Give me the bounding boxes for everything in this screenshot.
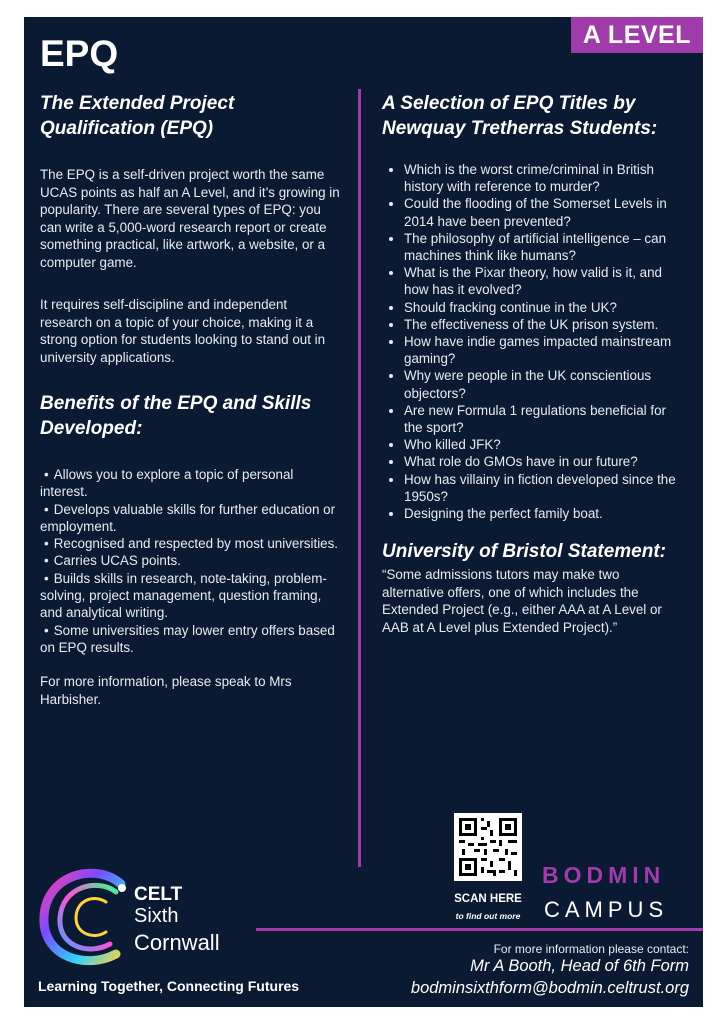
list-item: • How has villainy in fiction developed since the 1950s? — [404, 471, 682, 505]
list-item: • Recognised and respected by most universities. — [40, 535, 340, 552]
list-item: • Are new Formula 1 regulations beneficial for the sport? — [404, 402, 682, 436]
scan-here-label: SCAN HERE — [454, 893, 522, 905]
logo-text-celt: CELT — [134, 884, 183, 905]
titles-list — [382, 161, 682, 522]
footer-divider — [256, 928, 703, 931]
list-item: • Some universities may lower entry offers based on EPQ results. — [40, 622, 340, 657]
a-level-badge: A LEVEL — [571, 17, 703, 53]
campus-label: CAMPUS — [544, 897, 669, 922]
contact-email[interactable]: bodminsixthform@bodmin.celtrust.org — [410, 979, 689, 997]
list-item: • The philosophy of artificial intelligence – can machines think like humans? — [404, 230, 682, 264]
poster-panel — [24, 17, 703, 1007]
scan-subtitle: to find out more — [455, 911, 521, 921]
list-item: • Builds skills in research, note-taking, problem-solving, project management, question framing, and analytical writing. — [40, 570, 340, 622]
logo-text-sixth: Sixth — [134, 905, 179, 927]
list-item: • The effectiveness of the UK prison system. — [404, 316, 682, 333]
qr-code[interactable] — [454, 813, 522, 881]
benefits-list — [40, 466, 340, 656]
list-item: • What role do GMOs have in our future? — [404, 453, 682, 470]
list-item: • Carries UCAS points. — [40, 552, 340, 569]
left-column — [40, 91, 340, 708]
list-item: • Should fracking continue in the UK? — [404, 299, 682, 316]
contact-name: Mr A Booth, Head of 6th Form — [470, 957, 689, 975]
bodmin-label: BODMIN — [542, 862, 666, 888]
bristol-heading: University of Bristol Statement: — [382, 541, 666, 563]
contact-intro: For more information please contact: — [493, 942, 689, 956]
list-item: • Why were people in the UK conscientious objectors? — [404, 367, 682, 401]
list-item: • Could the flooding of the Somerset Levels in 2014 have been prevented? — [404, 195, 682, 229]
list-item: • Who killed JFK? — [404, 436, 682, 453]
list-item: • How have indie games impacted mainstream gaming? — [404, 333, 682, 367]
logo-text-cornwall: Cornwall — [134, 930, 220, 955]
list-item: • Develops valuable skills for further education or employment. — [40, 501, 340, 536]
list-item: • Which is the worst crime/criminal in British history with reference to murder? — [404, 161, 682, 195]
list-item: • Allows you to explore a topic of personal interest. — [40, 466, 340, 501]
epq-heading: The Extended Project Qualification (EPQ) — [40, 93, 235, 139]
page-title: EPQ — [40, 33, 119, 74]
column-divider — [358, 89, 361, 867]
more-info-text: For more information, please speak to Mrs Harbisher. — [40, 674, 292, 707]
bristol-statement: “Some admissions tutors may make two alternative offers, one of which includes the Extended Project (e.g., either AAA at A Level or AAB at A Level plus Extended Project).” — [382, 567, 662, 635]
right-column — [382, 91, 682, 636]
tagline: Learning Together, Connecting Futures — [38, 978, 300, 994]
benefits-heading: Benefits of the EPQ and Skills Developed: — [40, 393, 312, 439]
second-paragraph: It requires self-discipline and independent research on a topic of your choice, making it a strong option for students looking to stand out in university applications. — [40, 297, 326, 365]
list-item: • Designing the perfect family boat. — [404, 505, 682, 522]
intro-paragraph: The EPQ is a self-driven project worth the same UCAS points as half an A Level, and it’s growing in popularity. There are several types of EPQ: you can write a 5,000-word research report or create something practical, like artwork, a website, or a computer game. — [40, 167, 340, 270]
titles-heading: A Selection of EPQ Titles by Newquay Tretherras Students: — [382, 93, 658, 139]
list-item: • What is the Pixar theory, how valid is it, and how has it evolved? — [404, 264, 682, 298]
